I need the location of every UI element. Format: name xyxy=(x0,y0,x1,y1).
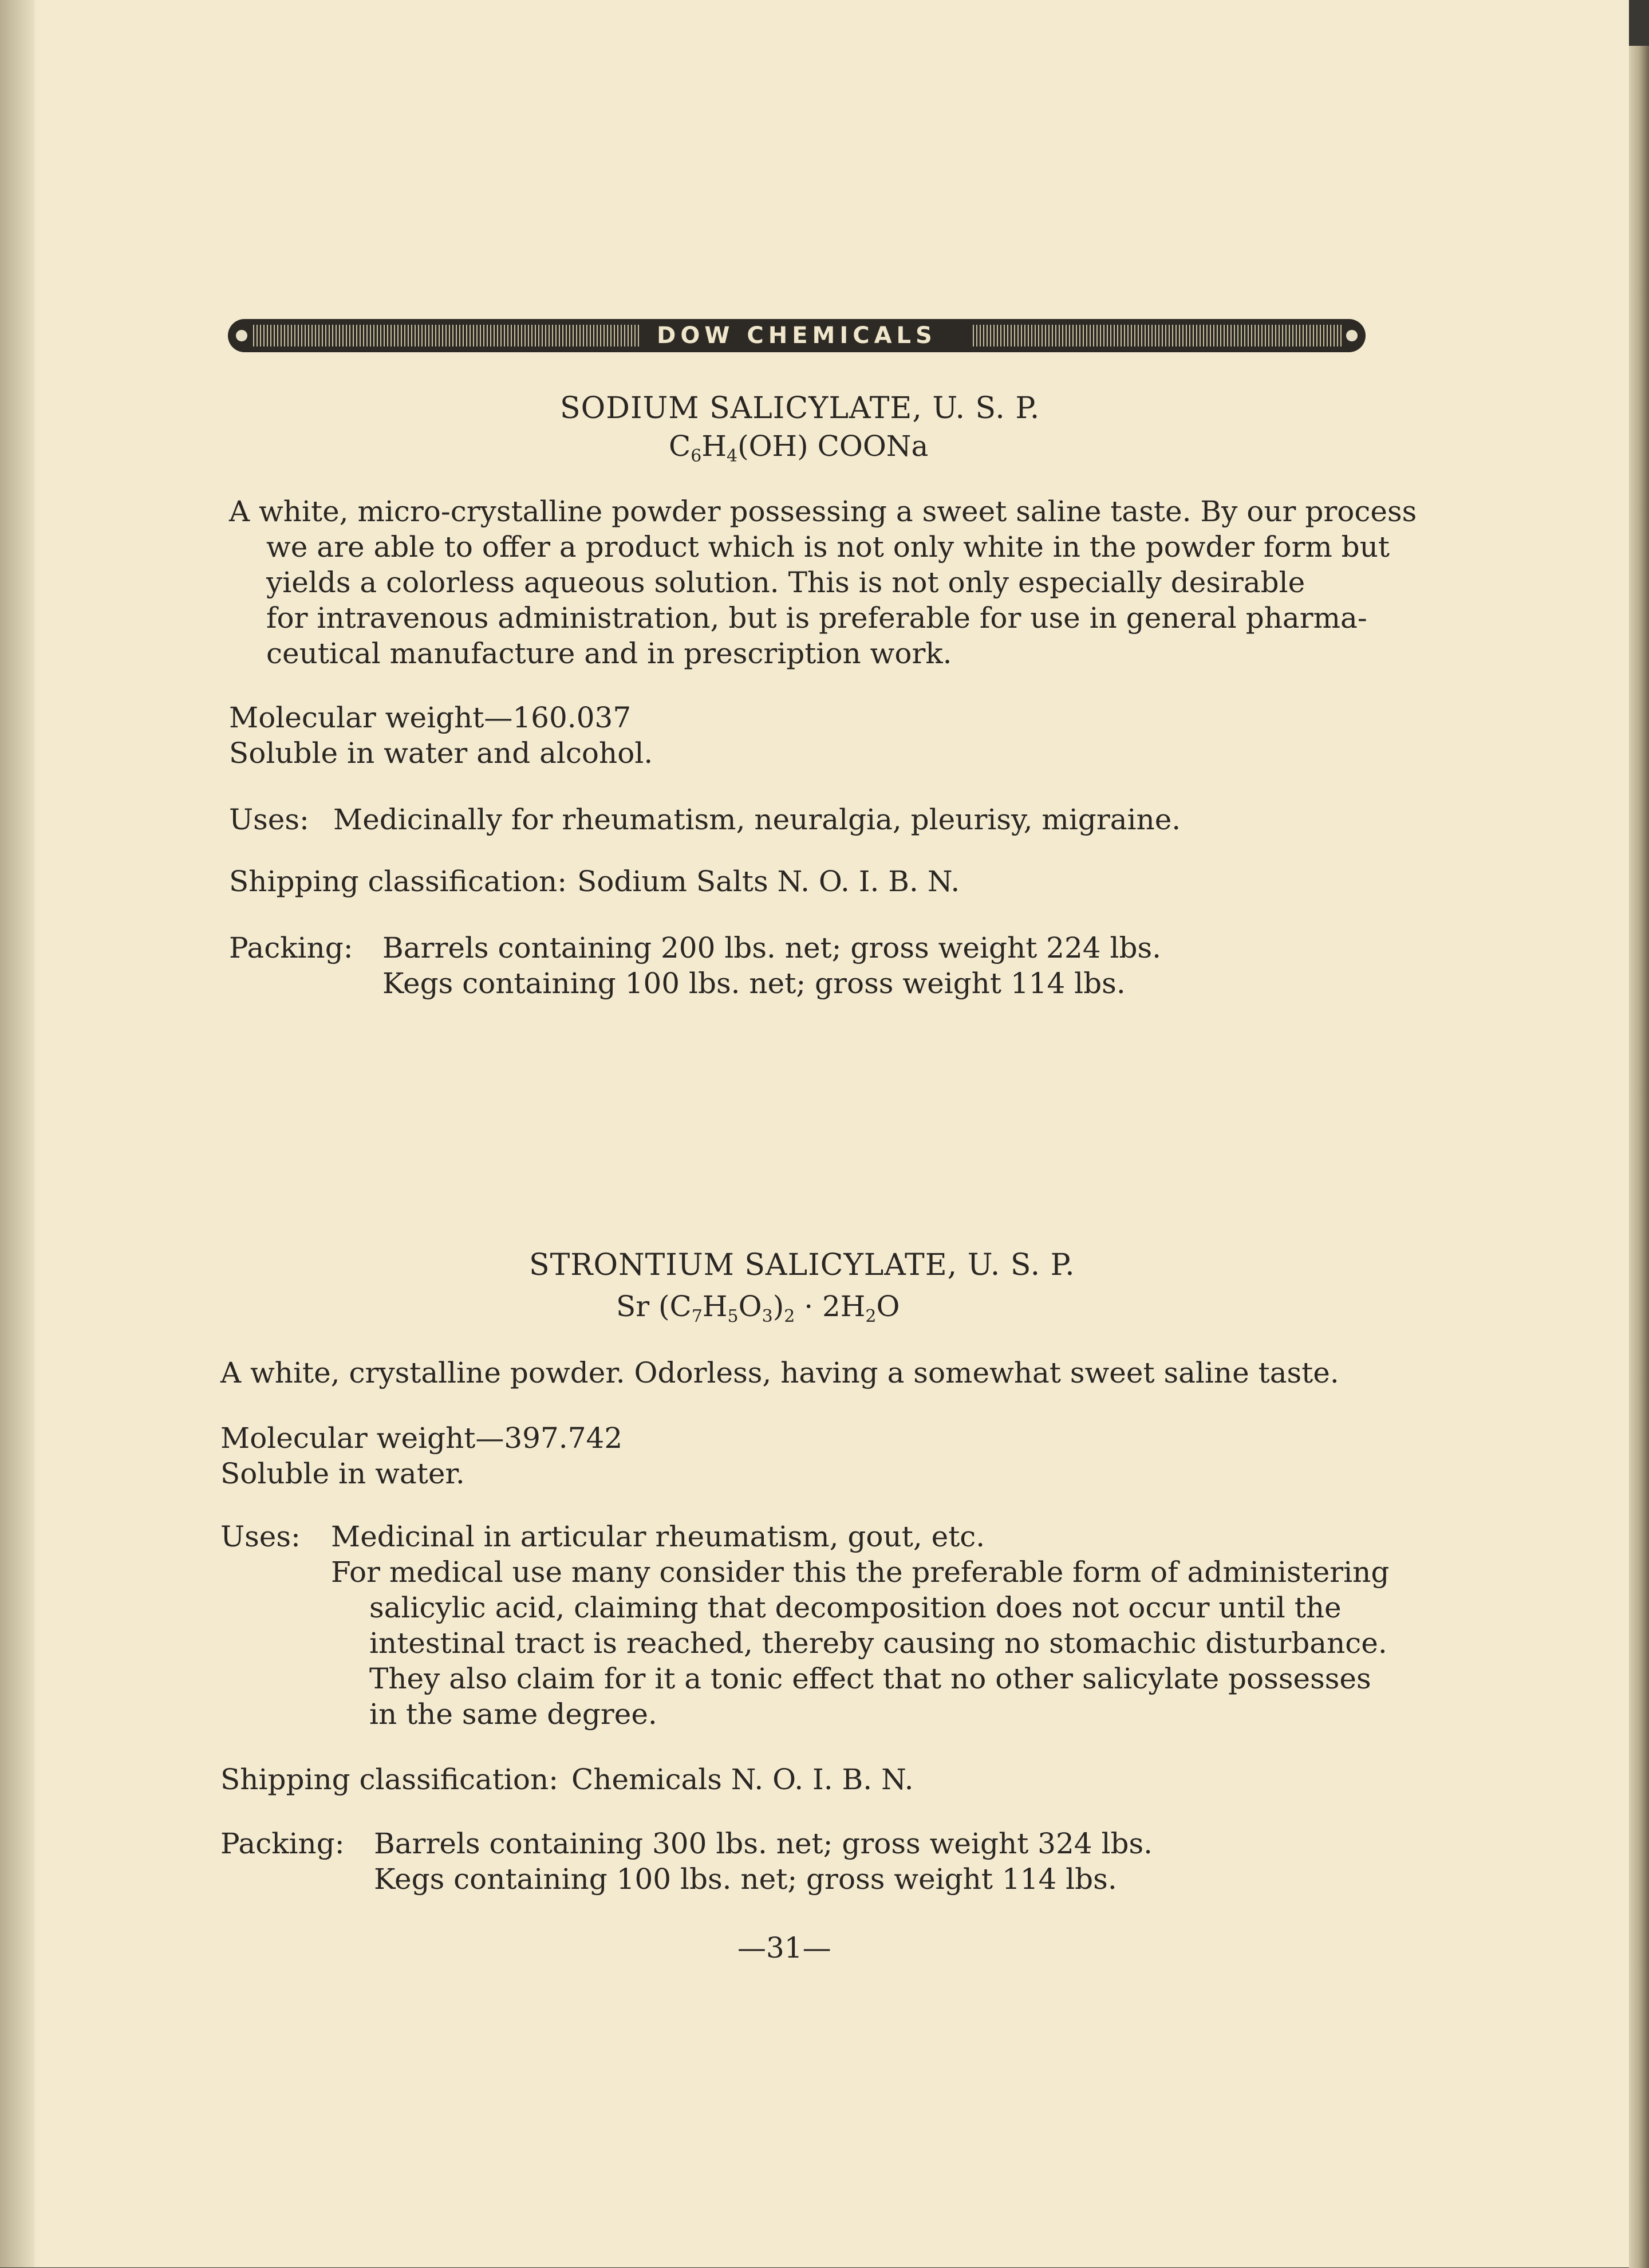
banner-dot-left xyxy=(236,330,247,341)
sodium-description-line: yields a colorless aqueous solution. This is not only especially desirable xyxy=(266,566,1305,599)
dow-chemicals-banner xyxy=(228,319,1366,352)
strontium-formula-sub: 3 xyxy=(762,1306,773,1326)
strontium-uses-line: in the same degree. xyxy=(369,1698,657,1731)
strontium-formula-sub: 7 xyxy=(691,1306,703,1326)
strontium-formula xyxy=(616,1289,900,1334)
sodium-description-line: we are able to offer a product which is not only white in the powder form but xyxy=(266,530,1390,564)
sodium-formula-part: C xyxy=(669,430,691,463)
strontium-formula-sub: 2 xyxy=(865,1306,877,1326)
strontium-description: A white, crystalline powder. Odorless, having a somewhat sweet saline taste. xyxy=(220,1356,1339,1389)
strontium-formula-part: Sr (C xyxy=(616,1290,692,1323)
banner-dot-right xyxy=(1346,330,1358,341)
sodium-solubility: Soluble in water and alcohol. xyxy=(229,737,653,770)
sodium-formula xyxy=(669,428,928,474)
sodium-molecular-weight: Molecular weight—160.037 xyxy=(229,701,632,734)
sodium-uses: Medicinally for rheumatism, neuralgia, pleurisy, migraine. xyxy=(333,803,1181,836)
page-number: —31— xyxy=(737,1931,831,1964)
sodium-formula-part: (OH) COONa xyxy=(737,430,929,463)
banner-label: DOW CHEMICALS xyxy=(640,322,954,349)
strontium-formula-part: ) xyxy=(772,1290,784,1323)
sodium-shipping: Sodium Salts N. O. I. B. N. xyxy=(577,865,960,898)
book-gutter xyxy=(0,0,34,2267)
sodium-description-line: A white, micro-crystalline powder possessing a sweet saline taste. By our process xyxy=(229,495,1417,528)
sodium-description-line: ceutical manufacture and in prescription work. xyxy=(266,637,952,670)
strontium-shipping: Chemicals N. O. I. B. N. xyxy=(571,1763,914,1796)
strontium-formula-sub: 2 xyxy=(784,1306,795,1326)
sodium-formula-part: H xyxy=(701,430,727,463)
strontium-packing-line: Kegs containing 100 lbs. net; gross weight 114 lbs. xyxy=(374,1863,1117,1896)
strontium-formula-part: H xyxy=(702,1290,728,1323)
banner-hatch-left xyxy=(251,325,652,346)
strontium-solubility: Soluble in water. xyxy=(220,1457,465,1490)
sodium-formula-sub: 6 xyxy=(691,446,702,466)
strontium-uses-line: intestinal tract is reached, thereby causing no stomachic disturbance. xyxy=(369,1627,1387,1660)
strontium-molecular-weight: Molecular weight—397.742 xyxy=(220,1422,623,1455)
strontium-shipping-label: Shipping classification: xyxy=(220,1763,559,1796)
strontium-formula-part: O xyxy=(738,1290,762,1323)
strontium-uses-line: They also claim for it a tonic effect that no other salicylate possesses xyxy=(369,1662,1371,1695)
strontium-packing-line: Barrels containing 300 lbs. net; gross weight 324 lbs. xyxy=(374,1827,1153,1860)
strontium-formula-sub: 5 xyxy=(727,1306,739,1326)
strontium-uses-line: salicylic acid, claiming that decomposition does not occur until the xyxy=(369,1591,1342,1624)
sodium-title: SODIUM SALICYLATE, U. S. P. xyxy=(560,391,1040,426)
sodium-packing-line: Kegs containing 100 lbs. net; gross weight 114 lbs. xyxy=(382,967,1126,1000)
strontium-packing-label: Packing: xyxy=(220,1827,345,1860)
sodium-shipping-label: Shipping classification: xyxy=(229,865,567,898)
strontium-uses-label: Uses: xyxy=(220,1520,301,1553)
page-edge xyxy=(1629,46,1649,2268)
sodium-packing-label: Packing: xyxy=(229,931,353,964)
banner-hatch-right xyxy=(971,325,1343,346)
sodium-formula-sub: 4 xyxy=(726,446,738,466)
strontium-uses-line: For medical use many consider this the preferable form of administering xyxy=(331,1556,1390,1589)
strontium-formula-part: O xyxy=(876,1290,900,1323)
strontium-uses-line: Medicinal in articular rheumatism, gout, etc. xyxy=(331,1520,985,1553)
strontium-formula-part: · 2H xyxy=(795,1290,866,1323)
sodium-description-line: for intravenous administration, but is preferable for use in general pharma- xyxy=(266,601,1367,635)
sodium-uses-label: Uses: xyxy=(229,803,309,836)
sodium-packing-line: Barrels containing 200 lbs. net; gross weight 224 lbs. xyxy=(382,931,1162,964)
strontium-title: STRONTIUM SALICYLATE, U. S. P. xyxy=(529,1248,1075,1282)
